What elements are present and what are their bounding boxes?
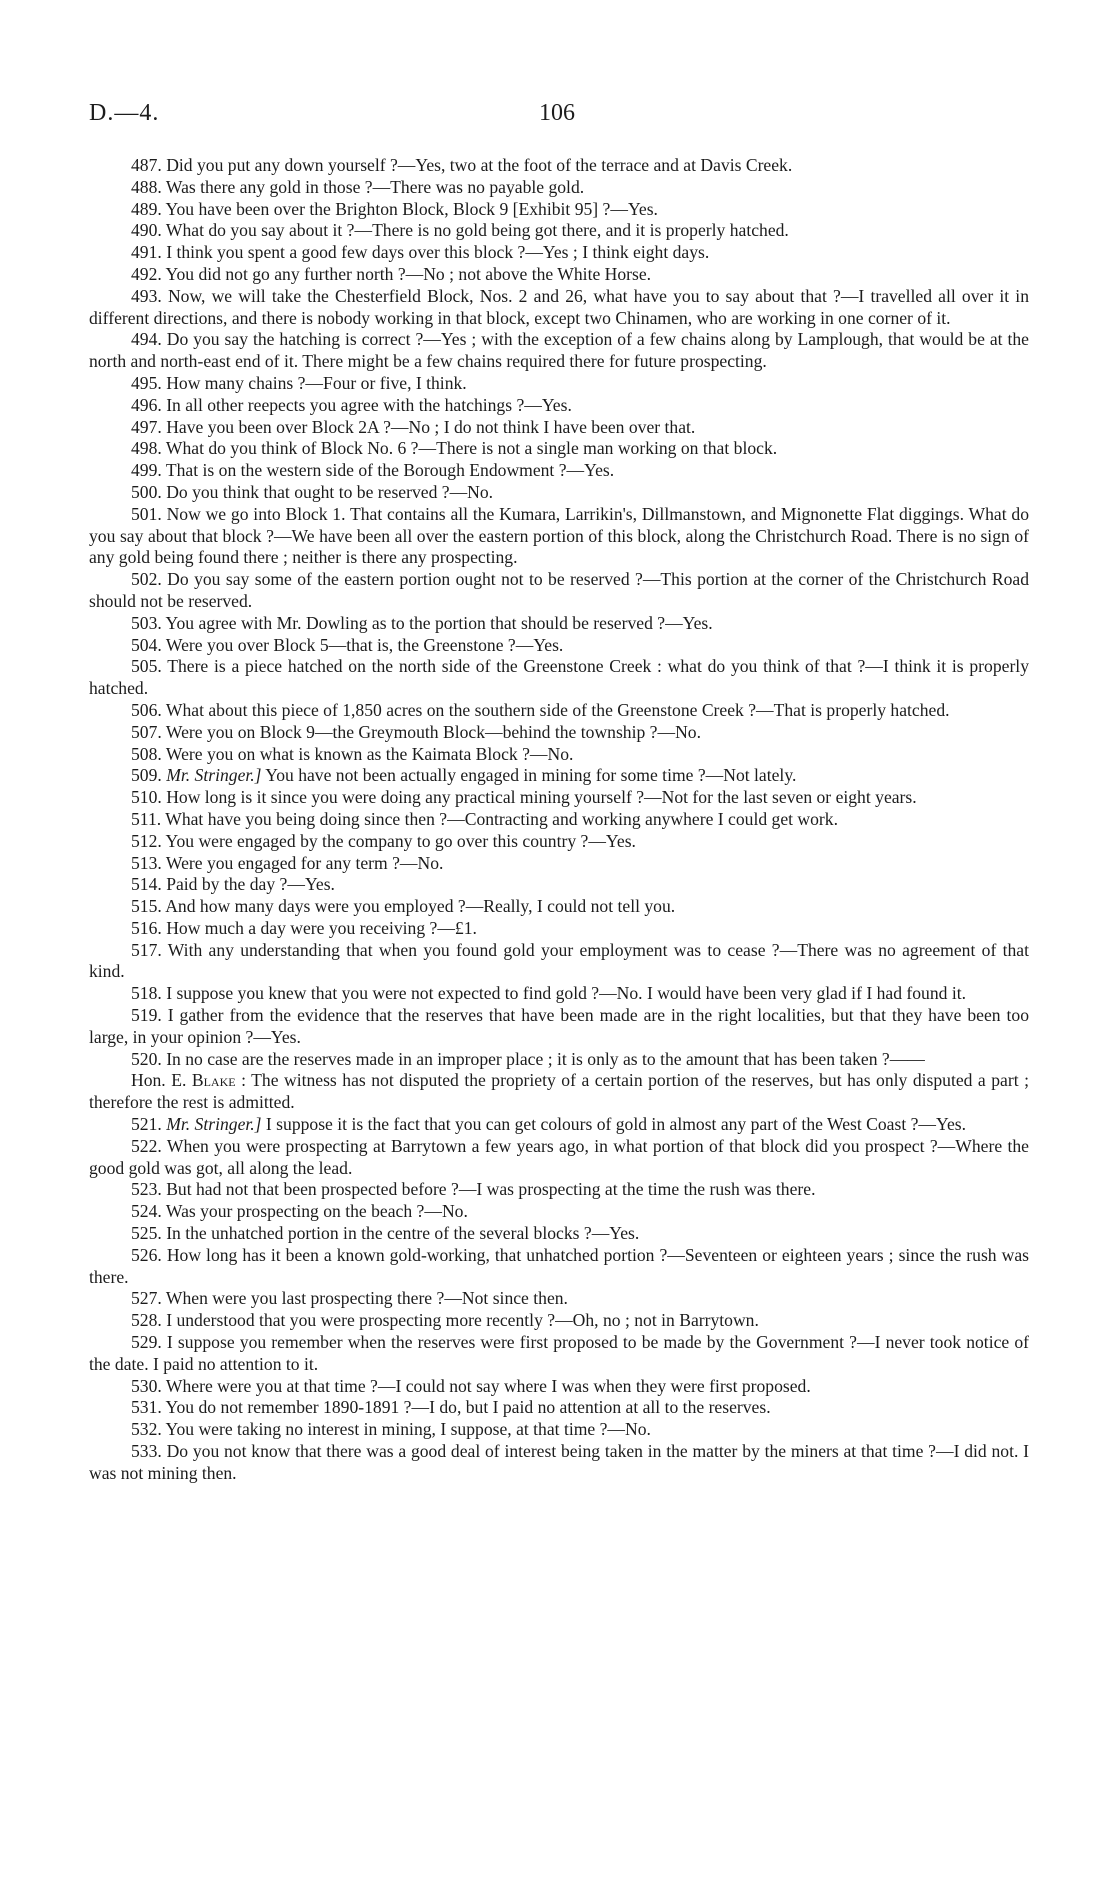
document-reference: D.—4. — [89, 100, 160, 126]
paragraph-517: 517. With any understanding that when you found gold your employment was to cease ?—There was no agreement of that kind. — [89, 939, 1029, 982]
paragraph-514: 514. Paid by the day ?—Yes. — [131, 874, 335, 895]
paragraph-text: I suppose it is the fact that you can get colours of gold in almost any part of the West Coast ?—Yes. — [265, 1114, 967, 1135]
paragraph-512: 512. You were engaged by the company to go over this country ?—Yes. — [131, 830, 636, 851]
paragraph-494: 494. Do you say the hatching is correct ?—Yes ; with the exception of a few chains along by Lamplough, that would be at the north and north-east end of it. There might be a few chains required there for future prospecting. — [89, 329, 1029, 372]
paragraph-529: 529. I suppose you remember when the reserves were first proposed to be made by the Government ?—I never took notice of the date. I paid no attention to it. — [89, 1332, 1029, 1374]
paragraph-528: 528. I understood that you were prospecting more recently ?—Oh, no ; not in Barrytown. — [131, 1310, 759, 1331]
paragraph-493: 493. Now, we will take the Chesterfield Block, Nos. 2 and 26, what have you to say about that ?—I travelled all over it in different directions, and there is nobody working in that block, except two Chinamen, who are working in one corner of it. — [89, 285, 1029, 328]
paragraph-533: 533. Do you not know that there was a good deal of interest being taken in the matter by the miners at that time ?—I did not. I was not mining then. — [89, 1441, 1029, 1483]
page-number: 106 — [539, 100, 575, 126]
paragraph-487: 487. Did you put any down yourself ?—Yes, two at the foot of the terrace and at Davis Creek. — [131, 155, 793, 175]
paragraph-504: 504. Were you over Block 5—that is, the Greenstone ?—Yes. — [131, 634, 564, 655]
paragraph-498: 498. What do you think of Block No. 6 ?—There is not a single man working on that block. — [131, 438, 778, 459]
paragraph-488: 488. Was there any gold in those ?—There was no payable gold. — [131, 176, 585, 197]
page-header — [89, 100, 1029, 136]
paragraph-521 — [89, 1114, 1029, 1136]
paragraph-text: : The witness has not disputed the propriety of a certain portion of the reserves, but has only disputed a part ; therefore the rest is admitted. — [89, 1070, 1029, 1113]
paragraph-501: 501. Now we go into Block 1. That contains all the Kumara, Larrikin's, Dillmanstown, and Mignonette Flat diggings. What do you say about that block ?—We have been all over the eastern portion of this block, along the Christchurch Road. There is no sign of any gold being found there ; neither is there any prospecting. — [89, 503, 1029, 568]
paragraph-text: You have not been actually engaged in mining for some time ?—Not lately. — [265, 765, 797, 786]
paragraph-492: 492. You did not go any further north ?—No ; not above the White Horse. — [131, 263, 652, 284]
paragraph-522: 522. When you were prospecting at Barrytown a few years ago, in what portion of that block did you prospect ?—Where the good gold was got, all along the lead. — [89, 1135, 1029, 1178]
paragraph-513: 513. Were you engaged for any term ?—No. — [131, 852, 444, 873]
speaker-name: Blake — [191, 1070, 236, 1091]
paragraph-number: 521. — [131, 1114, 162, 1135]
paragraph-495: 495. How many chains ?—Four or five, I think. — [131, 372, 467, 393]
paragraph-blake-statement — [89, 1070, 1029, 1114]
paragraph-502: 502. Do you say some of the eastern portion ought not to be reserved ?—This portion at the corner of the Christchurch Road should not be reserved. — [89, 569, 1029, 611]
paragraph-515: 515. And how many days were you employed ?—Really, I could not tell you. — [131, 896, 676, 917]
paragraph-507: 507. Were you on Block 9—the Greymouth Block—behind the township ?—No. — [131, 721, 701, 742]
paragraph-503: 503. You agree with Mr. Dowling as to the portion that should be reserved ?—Yes. — [131, 612, 713, 633]
paragraph-491: 491. I think you spent a good few days over this block ?—Yes ; I think eight days. — [131, 242, 710, 263]
testimony-body — [89, 155, 1029, 1485]
paragraph-531: 531. You do not remember 1890-1891 ?—I do, but I paid no attention at all to the reserves. — [131, 1397, 771, 1418]
paragraph-516: 516. How much a day were you receiving ?—£1. — [131, 917, 477, 938]
paragraph-497: 497. Have you been over Block 2A ?—No ; I do not think I have been over that. — [131, 416, 696, 437]
paragraph-530: 530. Where were you at that time ?—I could not say where I was when they were first proposed. — [131, 1375, 811, 1396]
paragraph-496: 496. In all other reepects you agree with the hatchings ?—Yes. — [131, 394, 572, 415]
speaker-prefix: Hon. E. — [131, 1070, 187, 1091]
paragraph-509 — [89, 765, 1029, 787]
paragraph-489: 489. You have been over the Brighton Block, Block 9 [Exhibit 95] ?—Yes. — [131, 198, 658, 219]
paragraph-524: 524. Was your prospecting on the beach ?—No. — [131, 1201, 468, 1222]
paragraph-518: 518. I suppose you knew that you were not expected to find gold ?—No. I would have been very glad if I had found it. — [131, 983, 967, 1004]
paragraph-520: 520. In no case are the reserves made in an improper place ; it is only as to the amount that has been taken ?—— — [131, 1048, 925, 1069]
paragraph-526: 526. How long has it been a known gold-working, that unhatched portion ?—Seventeen or eighteen years ; since the rush was there. — [89, 1244, 1029, 1287]
paragraph-506: 506. What about this piece of 1,850 acres on the southern side of the Greenstone Creek ?—That is properly hatched. — [131, 699, 950, 720]
paragraph-523: 523. But had not that been prospected before ?—I was prospecting at the time the rush was there. — [131, 1179, 816, 1200]
paragraph-490: 490. What do you say about it ?—There is no gold being got there, and it is properly hatched. — [131, 220, 789, 241]
paragraph-508: 508. Were you on what is known as the Kaimata Block ?—No. — [131, 743, 574, 764]
paragraph-500: 500. Do you think that ought to be reserved ?—No. — [131, 481, 494, 502]
paragraph-number: 509. — [131, 765, 162, 786]
speaker-attribution: Mr. Stringer.] — [166, 765, 262, 786]
paragraph-519: 519. I gather from the evidence that the reserves that have been made are in the right localities, but that they have been too large, in your opinion ?—Yes. — [89, 1005, 1029, 1047]
paragraph-525: 525. In the unhatched portion in the centre of the several blocks ?—Yes. — [131, 1223, 640, 1244]
paragraph-499: 499. That is on the western side of the Borough Endowment ?—Yes. — [131, 460, 615, 481]
paragraph-505: 505. There is a piece hatched on the north side of the Greenstone Creek : what do you think of that ?—I think it is properly hatched. — [89, 656, 1029, 699]
paragraph-511: 511. What have you being doing since then ?—Contracting and working anywhere I could get work. — [131, 808, 838, 829]
paragraph-527: 527. When were you last prospecting there ?—Not since then. — [131, 1288, 568, 1309]
paragraph-532: 532. You were taking no interest in mining, I suppose, at that time ?—No. — [131, 1419, 651, 1440]
paragraph-510: 510. How long is it since you were doing any practical mining yourself ?—Not for the last seven or eight years. — [131, 787, 917, 808]
speaker-attribution: Mr. Stringer.] — [166, 1114, 262, 1135]
